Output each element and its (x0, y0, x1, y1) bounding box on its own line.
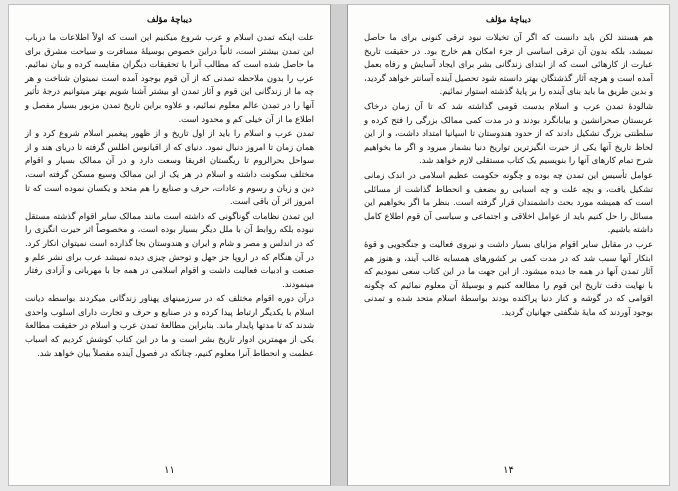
left-page-body (25, 31, 314, 360)
left-page-header: دیباچهٔ مؤلف (147, 15, 192, 25)
left-paragraph: تمدن عرب و اسلام را باید از اول تاریخ و از ظهور پیغمبر اسلام شروع کرد و از همان زمان تا امروز دنبال نمود. دنیای که از اقیانوس اطلس گرفته تا دریای هند و از سواحل بحرالروم تا ریگستان افریقا وسعت دارد و در آن ممالک بسیار و اقوام مختلف سکونت داشته و اسلام در هر یک از این ممالک وسیع مسکن گرفته است، دین و زبان و رسوم و عادات، حرف و صنایع را هم متحد و یکسان نموده است که تا امروز اثر آن باقی است. (25, 128, 314, 207)
right-paragraph: عرب در مقابل سایر اقوام مزایای بسیار داشت و نیروی فعالیت و جنگجویی و قوهٔ ابتکار آنها سبب شد که در مدت کمی بر کشورهای همسایه غالب آیند، و هنوز هم آثار تمدن آنها در همه جا دیده میشود. از این جهت ما در این کتاب سعی نمودیم که با نهایت دقت تاریخ این قوم را مطالعه کنیم و بوسیلهٔ آن معلوم نمائیم که چگونه اقوامی که در گوشه و کنار دنیا پراکنده بودند بواسطهٔ اسلام متحد شده و تمدنی بوجود آوردند که مایهٔ شگفتی جهانیان گردید. (364, 238, 653, 317)
left-paragraph: علت اینکه تمدن اسلام و عرب شروع میکنیم این است که اولاً اطلاعات ما درباب این تمدن بیشتر است، ثانیاً دراین خصوص بوسیلهٔ مسافرت و سیاحت مشرق برای ما حاصل شده است که مطالب آنرا با تحقیقات دیگران مقایسه کرده و بیان نمائیم. عرب را بدون ملاحظه تمدنی که از آن قوم بوجود آمده است نمیتوان شناخت و هر چه ما از زندگانی این قوم و آثار تمدن او بیشتر آشنا شویم بهتر میتوانیم درجهٔ تأثیر آنها را در تمدن عالم معلوم نمائیم، و علاوه براین تاریخ تمدن مزبور بسیار مفصل و اطلاع ما از آن خیلی کم و محدود است. (25, 32, 314, 124)
right-page-header: دیباچهٔ مؤلف (486, 15, 531, 25)
right-paragraph: شالودهٔ تمدن عرب و اسلام بدست قومی گذاشته شد که تا آن زمان درخاک عربستان صحرانشین و بیابانگرد بودند و در مدت کمی ممالک بزرگی را فتح کرده و سلطنتی بزرگ تشکیل دادند که از حدود هندوستان تا اسپانیا امتداد داشت، و از این لحاظ تاریخ آنها یکی از حیرت انگیزترین تواریخ دنیا بشمار میرود و اگر ما بخواهیم شرح تمام کارهای آنها را بنویسیم یک کتاب مستقلی لازم خواهد شد. (364, 100, 653, 166)
book-gutter (331, 4, 347, 486)
left-paragraph: درآن دوره اقوام مختلف که در سرزمینهای پهناور زندگانی میکردند بواسطه دیانت اسلام با یکدیگر ارتباط پیدا کرده و در صنایع و حرف و تجارت دارای اسلوب واحدی شدند که تا مدتها پایدار ماند. بنابراین مطالعهٔ تمدن عرب و اسلام در حقیقت مطالعهٔ یکی از مهمترین ادوار تاریخ بشر است و ما در این کتاب کوشش کردیم که اسباب عظمت و انحطاط آنرا معلوم کنیم، چنانکه در فصول آینده مفصلاً بیان خواهد شد. (25, 293, 314, 358)
right-paragraph: عوامل تأسیس این تمدن چه بوده و چگونه حکومت عظیم اسلامی در اندک زمانی تشکیل یافت، و بچه علت و چه اسبابی رو بضعف و انحطاط گذاشت از مسائلی است که همیشه مورد بحث دانشمندان قرار گرفته است. بنظر ما اگر بخواهیم این مسائل را حل کنیم باید از عوامل اخلاقی و اجتماعی و سیاسی آن قوم اطلاع کامل داشته باشیم. (364, 169, 653, 235)
right-page-body (364, 31, 653, 319)
left-page (8, 4, 331, 486)
book-spread (8, 4, 670, 486)
right-paragraph: هم هستند لکن باید دانست که اگر آن تخیلات نبود ترقی کنونی برای ما حاصل نمیشد، بلکه بدون آن ترقی اساسی از جزء امکان هم خارج بود. در حقیقت تاریخ عبارت از کارهائی است که از ابتدای زندگانی بشر برای ایجاد آسایش و رفاه بعمل آمده است و هرچه آثار گذشتگان بهتر دانسته شود تحصیل آینده آسانتر خواهد گردید، و بدین طریق ما باید بنای آینده را بر پایهٔ گذشته استوار نمائیم. (364, 32, 653, 97)
right-page-number: ۱۴ (503, 465, 514, 476)
left-paragraph: این تمدن نظامات گوناگونی که داشته است مانند ممالک سایر اقوام گذشته مستقل نبوده بلکه روابط آن با ملل دیگر بسیار بوده است، و مخصوصاً اثر حیرت انگیزی را که در اندلس و مصر و شام و ایران و هندوستان بجا گذارده است نمیتوان انکار کرد. در آن هنگام که در اروپا جز جهل و توحش چیزی دیده نمیشد عرب برای نشر علم و صنعت و ادبیات فعالیت داشت و اقوام اسلامی در همه جا با مهربانی و آزادی رفتار مینمودند. (25, 210, 314, 289)
right-page (347, 4, 670, 486)
left-page-number: ۱۱ (164, 465, 175, 476)
